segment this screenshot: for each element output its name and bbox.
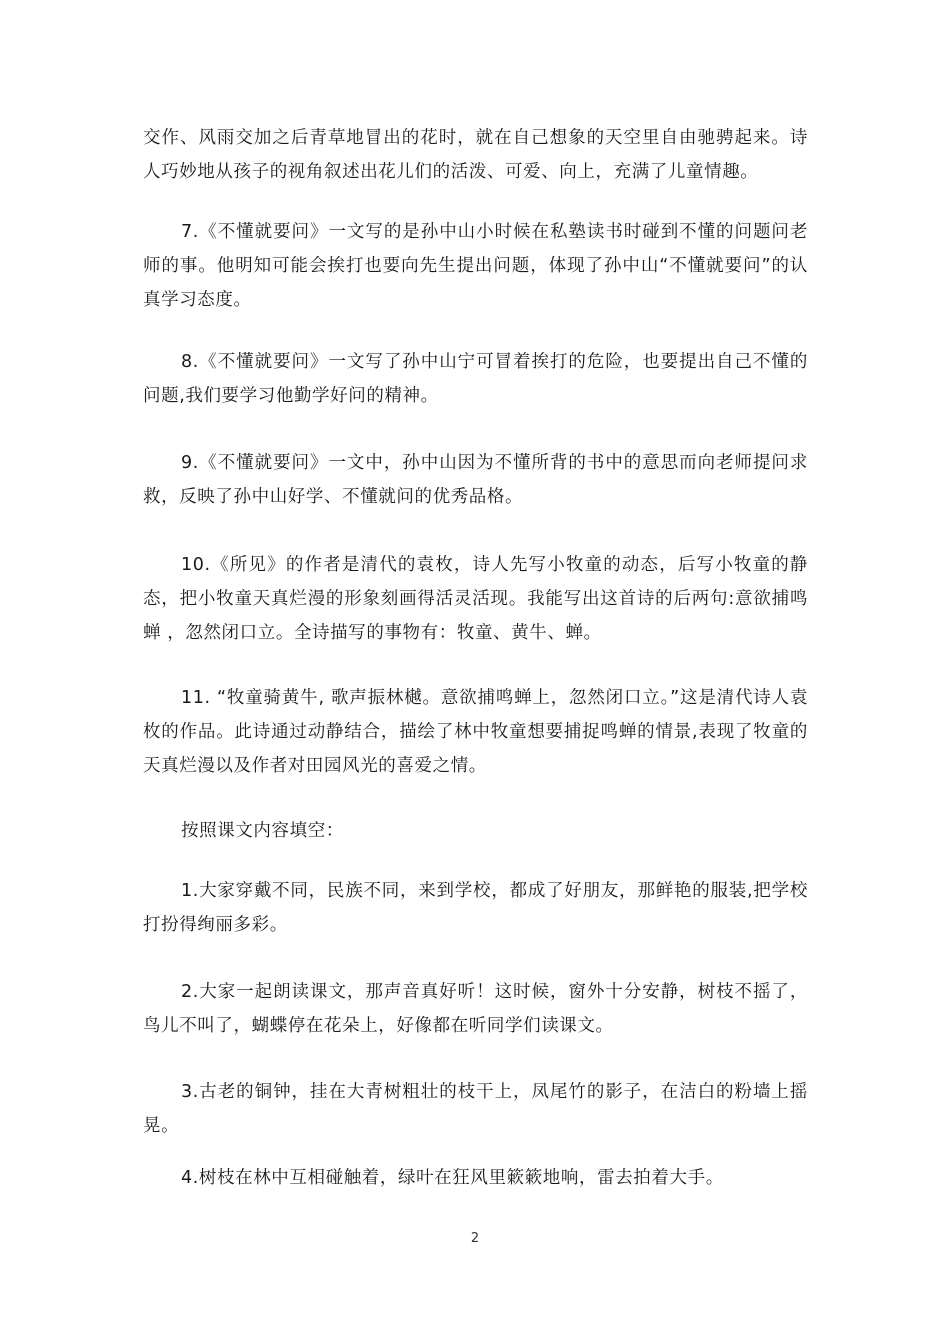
paragraph-10: 10.《所见》的作者是清代的袁枚，诗人先写小牧童的动态，后写小牧童的静态，把小牧童天真烂漫的形象刻画得活灵活现。我能写出这首诗的后两句:意欲捕鸣蝉 ，忽然闭口立。全诗描写的事物有：牧童、黄牛、蝉。	[143, 555, 808, 643]
paragraph-7: 7.《不懂就要问》一文写的是孙中山小时候在私塾读书时碰到不懂的问题问老师的事。他明知可能会挨打也要向先生提出问题，体现了孙中山“不懂就要问”的认真学习态度。	[143, 222, 808, 310]
fill-in-item-2: 2.大家一起朗读课文，那声音真好听！这时候，窗外十分安静，树枝不摇了，鸟儿不叫了，蝴蝶停在花朵上，好像都在听同学们读课文。	[143, 982, 808, 1036]
section-heading-fill-in: 按照课文内容填空：	[181, 821, 344, 841]
fill-in-item-1: 1.大家穿戴不同，民族不同，来到学校，都成了好朋友，那鲜艳的服装,把学校打扮得绚丽多彩。	[143, 881, 808, 935]
paragraph-9: 9.《不懂就要问》一文中，孙中山因为不懂所背的书中的意思而向老师提问求救，反映了孙中山好学、不懂就问的优秀品格。	[143, 453, 808, 507]
paragraph-flower-poem-continued: 交作、风雨交加之后青草地冒出的花时，就在自己想象的天空里自由驰骋起来。诗人巧妙地从孩子的视角叙述出花儿们的活泼、可爱、向上，充满了儿童情趣。	[143, 128, 808, 182]
fill-in-item-3: 3.古老的铜钟，挂在大青树粗壮的枝干上，凤尾竹的影子，在洁白的粉墙上摇晃。	[143, 1082, 808, 1136]
paragraph-8: 8.《不懂就要问》一文写了孙中山宁可冒着挨打的危险，也要提出自己不懂的问题,我们要学习他勤学好问的精神。	[143, 352, 808, 406]
paragraph-11: 11. “牧童骑黄牛, 歌声振林樾。意欲捕鸣蝉上，忽然闭口立。”这是清代诗人袁枚的作品。此诗通过动静结合，描绘了林中牧童想要捕捉鸣蝉的情景,表现了牧童的天真烂漫以及作者对田园风光的喜爱之情。	[143, 688, 808, 776]
fill-in-item-4: 4.树枝在林中互相碰触着，绿叶在狂风里簌簌地响，雷去拍着大手。	[181, 1168, 724, 1188]
page-number: 2	[470, 1231, 480, 1246]
